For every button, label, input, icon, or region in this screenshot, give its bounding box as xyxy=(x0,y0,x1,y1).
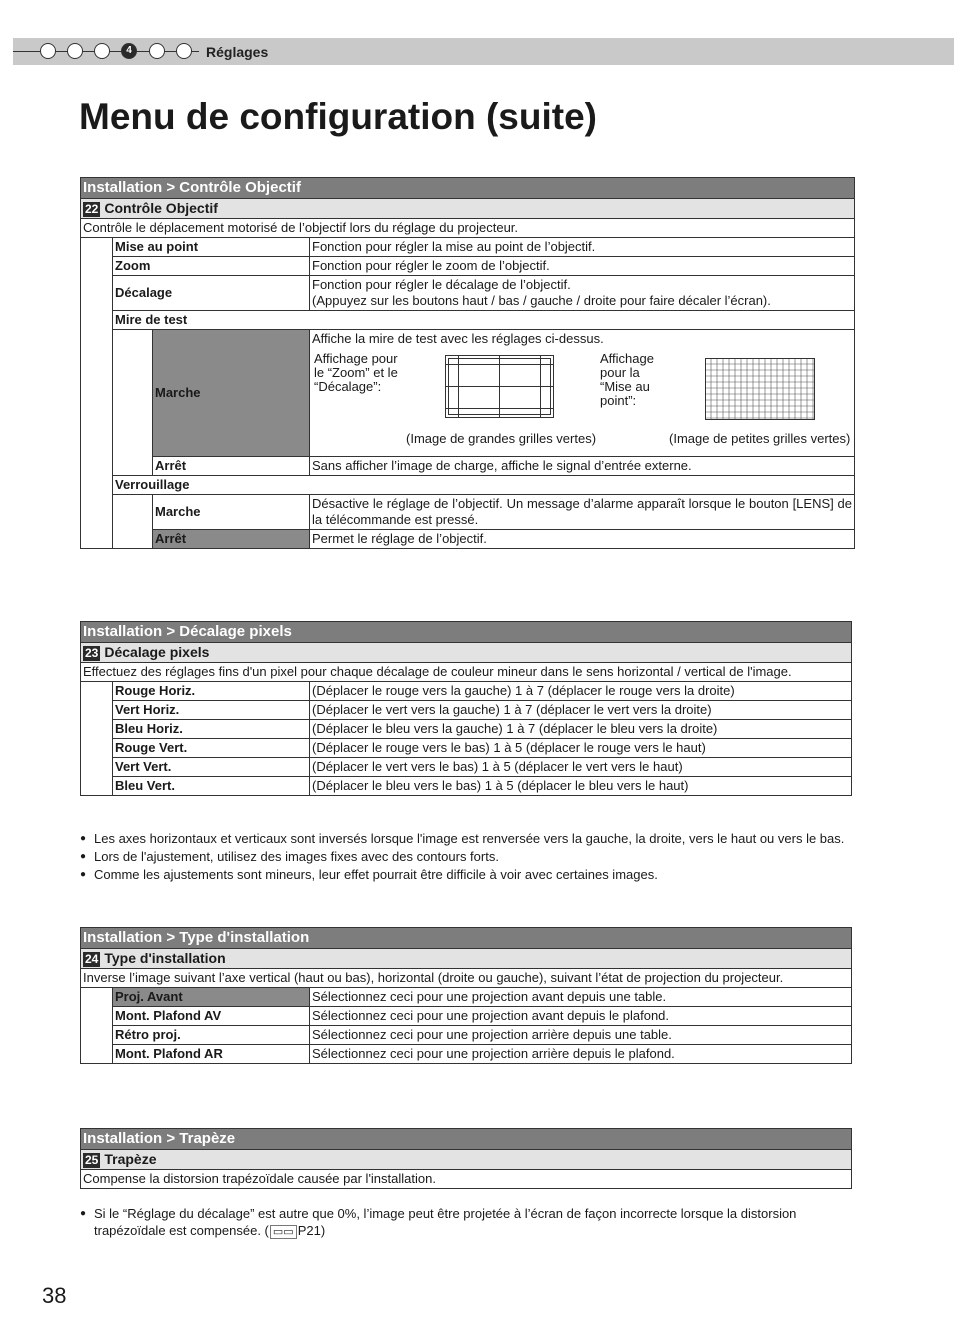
pixel-shift-table xyxy=(80,621,852,796)
large-grid-image xyxy=(445,355,554,418)
row-label: Mont. Plafond AV xyxy=(113,1007,310,1026)
test-pattern-cell xyxy=(310,330,855,457)
option-label-selected: Marche xyxy=(153,330,310,457)
row-text: Désactive le réglage de l’objectif. Un message d’alarme apparaît lorsque le bouton [LENS] de la télécommande est pressé. xyxy=(310,495,855,530)
row-label: Rétro proj. xyxy=(113,1026,310,1045)
row-label: Décalage xyxy=(113,276,310,311)
focus-caption: Affichage pour la “Mise au point”: xyxy=(600,351,654,408)
indent-cell xyxy=(81,238,113,549)
row-text: Sélectionnez ceci pour une projection avant depuis une table. xyxy=(310,988,852,1007)
row-label: Rouge Vert. xyxy=(113,739,310,758)
row-text: (Déplacer le bleu vers le bas) 1 à 5 (déplacer le bleu vers le haut) xyxy=(310,777,852,796)
indent-cell xyxy=(113,330,153,476)
row-label: Verrouillage xyxy=(113,476,855,495)
option-label-selected: Arrêt xyxy=(153,530,310,549)
option-label: Marche xyxy=(153,495,310,530)
lens-control-table xyxy=(80,177,855,549)
row-text xyxy=(310,276,855,311)
row-text: (Déplacer le vert vers la gauche) 1 à 7 (déplacer le vert vers la droite) xyxy=(310,701,852,720)
row-label: Mont. Plafond AR xyxy=(113,1045,310,1064)
zoom-caption: Affichage pour le “Zoom” et le “Décalage”: xyxy=(314,351,398,394)
row-label: Mise au point xyxy=(113,238,310,257)
item-title: Trapèze xyxy=(104,1151,157,1167)
table-header: Installation > Décalage pixels xyxy=(81,622,852,643)
section-label: Réglages xyxy=(206,44,269,60)
row-label: Vert Horiz. xyxy=(113,701,310,720)
row-text: Sélectionnez ceci pour une projection arrière depuis le plafond. xyxy=(310,1045,852,1064)
page-title: Menu de configuration (suite) xyxy=(79,96,597,137)
row-text-line: Fonction pour régler le décalage de l’objectif. xyxy=(312,277,571,292)
table-header: Installation > Trapèze xyxy=(81,1129,852,1150)
row-label: Rouge Horiz. xyxy=(113,682,310,701)
table-header: Installation > Type d'installation xyxy=(81,928,852,949)
item-description: Inverse l’image suivant l’axe vertical (haut ou bas), horizontal (droite ou gauche), suivant l’état de projection du projecteur. xyxy=(81,969,852,988)
book-icon: ▭▭ xyxy=(270,1225,297,1239)
table-subheader xyxy=(81,1150,852,1170)
row-text: (Déplacer le rouge vers le bas) 1 à 5 (déplacer le rouge vers le haut) xyxy=(310,739,852,758)
indent-cell xyxy=(81,682,113,796)
item-number: 22 xyxy=(85,202,99,216)
chapter-bar xyxy=(13,38,954,65)
row-label: Vert Vert. xyxy=(113,758,310,777)
item-title: Type d'installation xyxy=(104,950,226,966)
table-header: Installation > Contrôle Objectif xyxy=(81,178,855,199)
row-label: Zoom xyxy=(113,257,310,276)
chapter-dot xyxy=(67,43,83,59)
note-item: ● Lors de l'ajustement, utilisez des images fixes avec des contours forts. xyxy=(80,848,865,865)
option-label-selected: Proj. Avant xyxy=(113,988,310,1007)
row-text: Sélectionnez ceci pour une projection avant depuis le plafond. xyxy=(310,1007,852,1026)
pixel-notes xyxy=(80,830,865,883)
item-description: Compense la distorsion trapézoïdale causée par l'installation. xyxy=(81,1170,852,1189)
row-text: Fonction pour régler la mise au point de l’objectif. xyxy=(310,238,855,257)
item-title: Décalage pixels xyxy=(104,644,210,660)
item-description: Contrôle le déplacement motorisé de l’objectif lors du réglage du projecteur. xyxy=(81,219,855,238)
row-text: (Déplacer le vert vers le bas) 1 à 5 (déplacer le vert vers le haut) xyxy=(310,758,852,777)
row-text: Sans afficher l’image de charge, affiche le signal d’entrée externe. xyxy=(310,457,855,476)
large-grid-caption: (Image de grandes grilles vertes) xyxy=(406,431,597,446)
small-grid-image xyxy=(705,358,815,420)
item-title: Contrôle Objectif xyxy=(104,200,218,216)
row-label: Bleu Horiz. xyxy=(113,720,310,739)
option-label: Arrêt xyxy=(153,457,310,476)
row-text-line: (Appuyez sur les boutons haut / bas / gauche / droite pour faire décaler l’écran). xyxy=(312,293,771,308)
row-label: Bleu Vert. xyxy=(113,777,310,796)
row-label: Mire de test xyxy=(113,311,855,330)
chapter-dot xyxy=(40,43,56,59)
keystone-table xyxy=(80,1128,852,1189)
small-grid-caption: (Image de petites grilles vertes) xyxy=(669,431,851,446)
note-item xyxy=(80,1205,865,1241)
note-text: Si le “Réglage du décalage” est autre que 0%, l’image peut être projetée à l’écran de façon incorrecte lorsque la distorsion trapézoïdale est compensée. ( xyxy=(94,1206,797,1238)
indent-cell xyxy=(81,988,113,1064)
page-number: 38 xyxy=(42,1283,67,1308)
note-item: ● Comme les ajustements sont mineurs, leur effet pourrait être difficile à voir avec certaines images. xyxy=(80,866,865,883)
item-number: 25 xyxy=(85,1153,99,1167)
pattern-on-text: Affiche la mire de test avec les réglages ci-dessus. xyxy=(312,331,604,346)
page-reference: P21) xyxy=(297,1223,326,1238)
chapter-dot xyxy=(176,43,192,59)
item-number: 23 xyxy=(85,646,99,660)
item-description: Effectuez des réglages fins d'un pixel pour chaque décalage de couleur mineur dans le sens horizontal / vertical de l'image. xyxy=(81,663,852,682)
keystone-notes xyxy=(80,1205,865,1241)
chapter-dot xyxy=(149,43,165,59)
table-subheader xyxy=(81,199,855,219)
install-type-table xyxy=(80,927,852,1064)
table-subheader xyxy=(81,949,852,969)
note-item: ● Les axes horizontaux et verticaux sont inversés lorsque l'image est renversée vers la gauche, la droite, vers le haut ou vers le bas. xyxy=(80,830,865,847)
row-text: Sélectionnez ceci pour une projection arrière depuis une table. xyxy=(310,1026,852,1045)
row-text: (Déplacer le bleu vers la gauche) 1 à 7 (déplacer le bleu vers la droite) xyxy=(310,720,852,739)
chapter-dot xyxy=(94,43,110,59)
chapter-dot-active: 4 xyxy=(121,43,137,59)
indent-cell xyxy=(113,495,153,549)
row-text: Fonction pour régler le zoom de l’objectif. xyxy=(310,257,855,276)
item-number: 24 xyxy=(85,952,99,966)
row-text: (Déplacer le rouge vers la gauche) 1 à 7 (déplacer le rouge vers la droite) xyxy=(310,682,852,701)
row-text: Permet le réglage de l’objectif. xyxy=(310,530,855,549)
table-subheader xyxy=(81,643,852,663)
